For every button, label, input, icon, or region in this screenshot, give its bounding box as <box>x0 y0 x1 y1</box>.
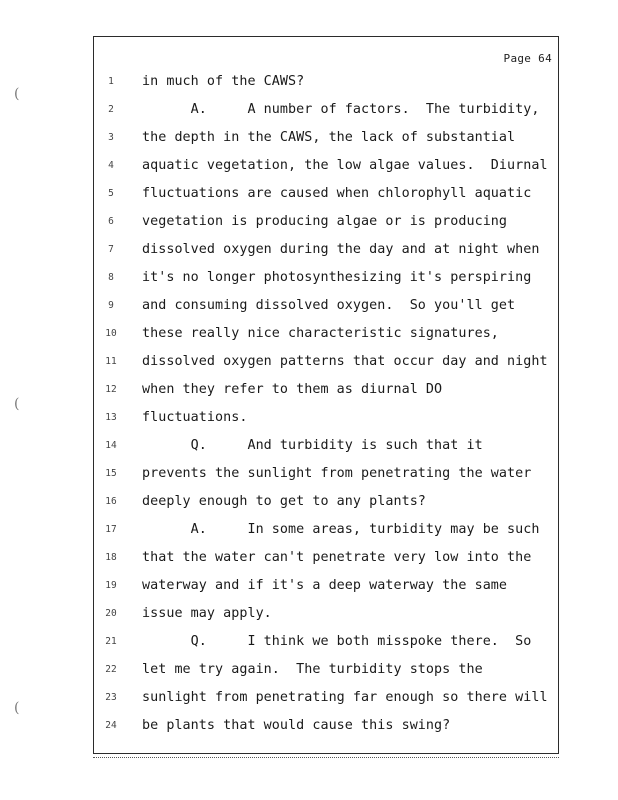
line-number: 9 <box>108 300 114 311</box>
line-number: 23 <box>105 692 117 703</box>
line-number: 15 <box>105 468 117 479</box>
line-number: 17 <box>105 524 117 535</box>
line-number: 11 <box>105 356 117 367</box>
bottom-rule <box>93 757 559 758</box>
transcript-line: Q. I think we both misspoke there. So <box>142 634 532 649</box>
line-number: 1 <box>108 76 114 87</box>
line-number: 19 <box>105 580 117 591</box>
line-number: 21 <box>105 636 117 647</box>
line-number: 20 <box>105 608 117 619</box>
line-number: 5 <box>108 188 114 199</box>
transcript-line: aquatic vegetation, the low algae values. Diurnal <box>142 158 548 173</box>
transcript-line: these really nice characteristic signatures, <box>142 326 499 341</box>
transcript-line: that the water can't penetrate very low into the <box>142 550 532 565</box>
line-number: 3 <box>108 132 114 143</box>
line-number: 24 <box>105 720 117 731</box>
transcript-line: when they refer to them as diurnal DO <box>142 382 443 397</box>
page-number: Page 64 <box>503 52 552 65</box>
transcript-line: it's no longer photosynthesizing it's perspiring <box>142 270 532 285</box>
transcript-text <box>142 72 557 744</box>
transcript-line: the depth in the CAWS, the lack of substantial <box>142 130 516 145</box>
transcript-line: fluctuations are caused when chlorophyll aquatic <box>142 186 532 201</box>
transcript-line: deeply enough to get to any plants? <box>142 494 426 509</box>
transcript-line: A. A number of factors. The turbidity, <box>142 102 540 117</box>
line-number: 16 <box>105 496 117 507</box>
transcript-line: issue may apply. <box>142 606 272 621</box>
line-number: 8 <box>108 272 114 283</box>
line-number: 7 <box>108 244 114 255</box>
line-number: 2 <box>108 104 114 115</box>
line-number: 10 <box>105 328 117 339</box>
transcript-line: in much of the CAWS? <box>142 74 305 89</box>
transcript-line: Q. And turbidity is such that it <box>142 438 483 453</box>
transcript-line: let me try again. The turbidity stops the <box>142 662 483 677</box>
line-number: 4 <box>108 160 114 171</box>
transcript-line: A. In some areas, turbidity may be such <box>142 522 540 537</box>
transcript-line: prevents the sunlight from penetrating the water <box>142 466 532 481</box>
line-number-column <box>100 72 122 744</box>
line-number: 18 <box>105 552 117 563</box>
transcript-line: vegetation is producing algae or is producing <box>142 214 508 229</box>
transcript-line: dissolved oxygen during the day and at night when <box>142 242 540 257</box>
hole-punch-mark-top: ( <box>14 86 20 102</box>
transcript-line: sunlight from penetrating far enough so there will <box>142 690 548 705</box>
line-number: 13 <box>105 412 117 423</box>
hole-punch-mark-middle: ( <box>14 396 20 412</box>
transcript-line: dissolved oxygen patterns that occur day and night <box>142 354 548 369</box>
transcript-line: be plants that would cause this swing? <box>142 718 451 733</box>
transcript-line: fluctuations. <box>142 410 248 425</box>
line-number: 12 <box>105 384 117 395</box>
hole-punch-mark-bottom: ( <box>14 700 20 716</box>
transcript-line: waterway and if it's a deep waterway the same <box>142 578 508 593</box>
transcript-line: and consuming dissolved oxygen. So you'll get <box>142 298 516 313</box>
line-number: 22 <box>105 664 117 675</box>
line-number: 14 <box>105 440 117 451</box>
line-number: 6 <box>108 216 114 227</box>
